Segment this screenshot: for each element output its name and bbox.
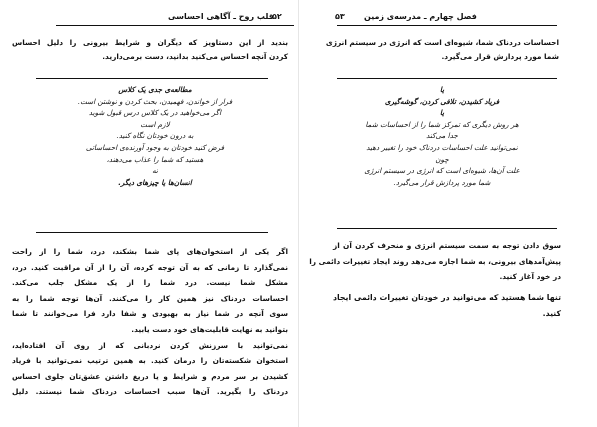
text-line: نمی‌گذارد تا زمانی که به آن توجه کرده، آن را از آن مراقبت کنید. درد،: [12, 262, 288, 272]
text-line: بتوانید به نهایت قابلیت‌های خود دست یابید.: [131, 324, 288, 334]
box-line: به درون خودتان نگاه کنید.: [116, 131, 194, 141]
text-line: بندید از این دستاویز که دیگران و شرایط بیرونی را دلیل احساس: [12, 38, 288, 47]
box-line: هر روش دیگری که تمرکز شما را از احساسات شما: [365, 119, 519, 129]
text-line: احساسات دردناک شما، شیوه‌ای است که انرژی در سیستم انرژی: [325, 38, 559, 47]
box-line: فرار از خواندن، فهمیدن، بحث کردن و نوشتن است.: [77, 96, 233, 106]
box-line: نه: [152, 166, 158, 176]
box-heading: مطالعه‌ی جدی یک کلاس: [118, 85, 192, 94]
left-running-title: قلب روح ـ آگاهی احساسی: [168, 12, 274, 21]
box-line: شما مورد پردازش قرار می‌گیرد.: [393, 177, 491, 187]
text-line: کردن آنچه احساس می‌کنید بدانید، دست برمی‌دارید.: [102, 52, 288, 61]
text-line: پیش‌آمدهای بیرونی، به شما اجازه می‌دهد روند ایجاد تغییرات دائمی را: [309, 256, 561, 266]
right-box-top-rule: [337, 78, 557, 79]
left-body-paragraph: [12, 244, 288, 400]
box-line: چون: [435, 154, 449, 164]
box-line: هستید که شما را عذاب می‌دهند،: [106, 154, 204, 164]
right-page-header: [299, 8, 597, 24]
text-line: تنها شما هستید که می‌توانید در خودتان تغییرات دائمی ایجاد: [333, 293, 561, 302]
right-running-title: فصل چهارم ـ مدرسه‌ی زمین: [364, 12, 477, 21]
text-line: در خود آغاز کنید.: [499, 272, 561, 282]
right-emphasis-paragraph: [333, 290, 561, 322]
box-line: لازم است: [140, 119, 170, 129]
right-body-paragraph: [309, 238, 561, 285]
right-header-rule: [337, 25, 557, 26]
box-line: انسان‌ها یا چیزهای دیگر.: [118, 177, 192, 187]
left-box-top-rule: [36, 78, 268, 79]
text-line: اگر یکی از استخوان‌های پای شما بشکند، درد، شما را از راحت: [12, 247, 288, 256]
right-page: [299, 0, 597, 427]
box-line: یا: [439, 108, 445, 118]
box-line: یا: [439, 85, 445, 94]
box-line: فریاد کشیدن، تلافی کردن، گوشه‌گیری: [384, 96, 500, 106]
text-line: دردناک را بگیرید. آن‌ها سبب احساسات دردناک شما نیستند. دلیل: [12, 387, 288, 397]
left-page: [0, 0, 298, 427]
text-line: شما مورد پردازش قرار می‌گیرد.: [441, 52, 559, 61]
left-header-rule: [56, 25, 294, 26]
right-highlight-box: [329, 84, 555, 188]
left-page-header: [0, 8, 298, 24]
box-line: علت آن‌ها، شیوه‌ای است که انرژی در سیستم انرژی: [364, 166, 520, 176]
text-line: نمی‌توانید با سرزنش کردن نردبانی که از روی آن افتاده‌اید،: [12, 340, 288, 350]
text-line: سوق دادن توجه به سمت سیستم انرژی و منحرف کردن آن از: [333, 241, 561, 250]
right-intro-paragraph: [325, 36, 559, 64]
text-line: سوی آنچه در شما نیاز به بهبودی و شفا دارد فرا می‌خوانند تا شما: [12, 309, 288, 319]
right-page-number: ۵۳: [335, 12, 345, 21]
left-page-number: ۵۲: [272, 12, 282, 21]
right-box-bottom-rule: [337, 228, 557, 229]
text-line: احساسات دردناک نیز همین کار را می‌کنند. آن‌ها توجه شما را به: [12, 293, 288, 303]
box-line: اگر می‌خواهید در یک کلاس درس قبول شوید: [88, 108, 222, 118]
box-line: نمی‌توانید علت احساسات دردناک خود را تغییر دهید: [366, 142, 518, 152]
text-line: مشکل شما نیست. درد شما را از یک مشکل جلب می‌کند.: [12, 278, 288, 288]
text-line: کنید.: [542, 309, 561, 318]
box-line: جدا می‌کند: [426, 131, 458, 141]
text-line: کشیدن بر سر مردم و شرایط و یا دریغ داشتن عشق‌تان جلوی احساس: [12, 371, 288, 381]
left-intro-paragraph: [12, 36, 288, 64]
left-highlight-box: [42, 84, 268, 188]
text-line: استخوان شکسته‌تان را درمان کنید. به همین ترتیب نمی‌توانید با فریاد: [12, 356, 288, 366]
box-line: فرض کنید خودتان به وجود آورنده‌ی احساساتی: [85, 142, 225, 152]
left-box-bottom-rule: [36, 232, 268, 233]
